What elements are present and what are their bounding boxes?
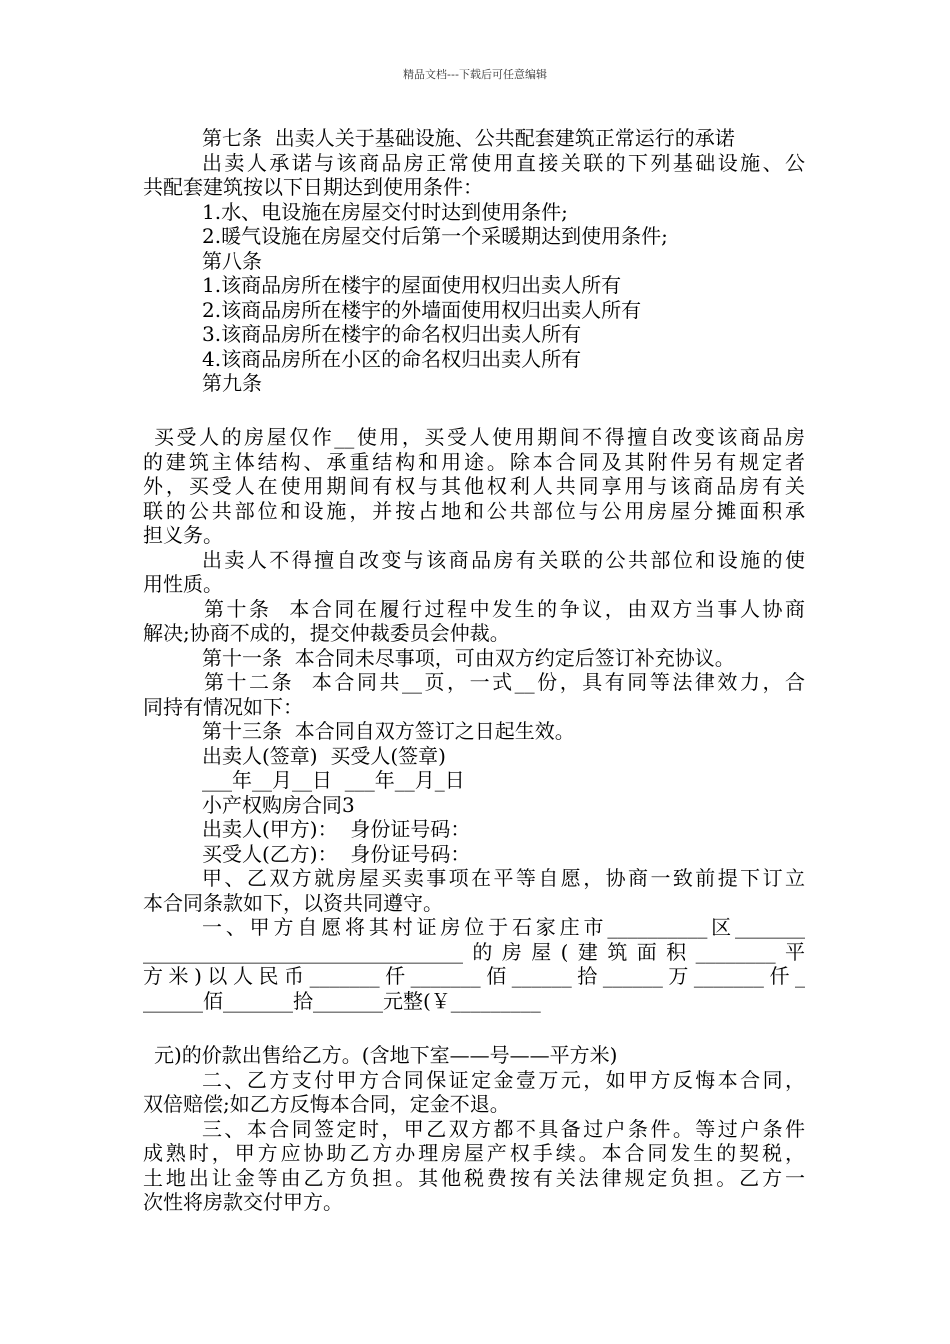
list-item: 1.该商品房所在楼宇的屋面使用权归出卖人所有 bbox=[202, 273, 622, 297]
buyer-line: 买受人(乙方)： 身份证号码： bbox=[202, 842, 471, 866]
paragraph-line: 同持有情况如下： bbox=[143, 695, 303, 719]
article-11: 第十一条 本合同未尽事项，可由双方约定后签订补充协议。 bbox=[202, 646, 735, 670]
list-item: 2.暖气设施在房屋交付后第一个采暖期达到使用条件; bbox=[202, 224, 668, 248]
article-7-title: 第七条 出卖人关于基础设施、公共配套建筑正常运行的承诺 bbox=[202, 126, 735, 150]
article-13: 第十三条 本合同自双方签订之日起生效。 bbox=[202, 719, 575, 743]
clause-2-line: 双倍赔偿;如乙方反悔本合同，定金不退。 bbox=[143, 1092, 510, 1116]
article-10: 第十条 本合同在履行过程中发生的争议，由双方当事人协商 bbox=[204, 597, 805, 621]
paragraph-line: 甲、乙双方就房屋买卖事项在平等自愿，协商一致前提下订立 bbox=[202, 866, 805, 890]
paragraph-line: 用性质。 bbox=[143, 572, 223, 596]
paragraph-line: 解决;协商不成的，提交仲裁委员会仲裁。 bbox=[143, 621, 510, 645]
page-header: 精品文档---下载后可任意编辑 bbox=[403, 68, 547, 81]
clause-3-line: 土地出让金等由乙方负担。其他税费按有关法律规定负担。乙方一 bbox=[143, 1166, 805, 1190]
list-item: 3.该商品房所在楼宇的命名权归出卖人所有 bbox=[202, 322, 582, 346]
list-item: 1.水、电设施在房屋交付时达到使用条件; bbox=[202, 200, 568, 224]
clause-3-line: 三、本合同签定时，甲乙双方都不具备过户条件。等过户条件 bbox=[202, 1117, 805, 1141]
seller-line: 出卖人(甲方)： 身份证号码： bbox=[202, 817, 471, 841]
paragraph-line: 共配套建筑按以下日期达到使用条件： bbox=[143, 175, 483, 199]
paragraph-line: 外，买受人在使用期间有权与其他权利人共同享用与该商品房有关 bbox=[143, 474, 805, 498]
clause-1-line: 一、甲方自愿将其村证房位于石家庄市__________区_______ bbox=[202, 915, 805, 939]
paragraph-line: 出卖人承诺与该商品房正常使用直接关联的下列基础设施、公 bbox=[202, 151, 805, 175]
paragraph-line: 出卖人不得擅自改变与该商品房有关联的公共部位和设施的使 bbox=[202, 548, 805, 572]
list-item: 4.该商品房所在小区的命名权归出卖人所有 bbox=[202, 347, 582, 371]
paragraph-line: 联的公共部位和设施，并按占地和公共部位与公用房屋分摊面积承 bbox=[143, 499, 805, 523]
date-line: ___年__月__日 ___年__月_日 bbox=[202, 768, 465, 792]
paragraph-line: 本合同条款如下，以资共同遵守。 bbox=[143, 891, 443, 915]
article-12: 第十二条 本合同共__页，一式__份，具有同等法律效力，合 bbox=[204, 670, 805, 694]
clause-3-line: 次性将房款交付甲方。 bbox=[143, 1190, 343, 1214]
article-8-title: 第八条 bbox=[202, 249, 262, 273]
clause-1-line: 方米)以人民币_______仟_______佰______拾______万_______仟_ bbox=[143, 964, 805, 988]
signature-line: 出卖人(签章) 买受人(签章) bbox=[202, 744, 446, 768]
clause-1-line: 元)的价款出售给乙方。(含地下室——号——平方米) bbox=[154, 1043, 618, 1067]
contract-title: 小产权购房合同3 bbox=[202, 793, 355, 817]
clause-2-line: 二、乙方支付甲方合同保证定金壹万元，如甲方反悔本合同， bbox=[202, 1068, 805, 1092]
clause-3-line: 成熟时，甲方应协助乙方办理房屋产权手续。本合同发生的契税， bbox=[143, 1141, 805, 1165]
paragraph-line: 担义务。 bbox=[143, 523, 223, 547]
clause-1-line: ______佰_______拾_______元整(￥_________ bbox=[143, 989, 541, 1013]
article-9-title: 第九条 bbox=[202, 371, 262, 395]
paragraph-line: 的建筑主体结构、承重结构和用途。除本合同及其附件另有规定者 bbox=[143, 450, 805, 474]
clause-1-line: ________________________________的房屋(建筑面积________平 bbox=[143, 940, 805, 964]
paragraph-line: 买受人的房屋仅作__使用，买受人使用期间不得擅自改变该商品房 bbox=[154, 425, 805, 449]
list-item: 2.该商品房所在楼宇的外墙面使用权归出卖人所有 bbox=[202, 298, 642, 322]
